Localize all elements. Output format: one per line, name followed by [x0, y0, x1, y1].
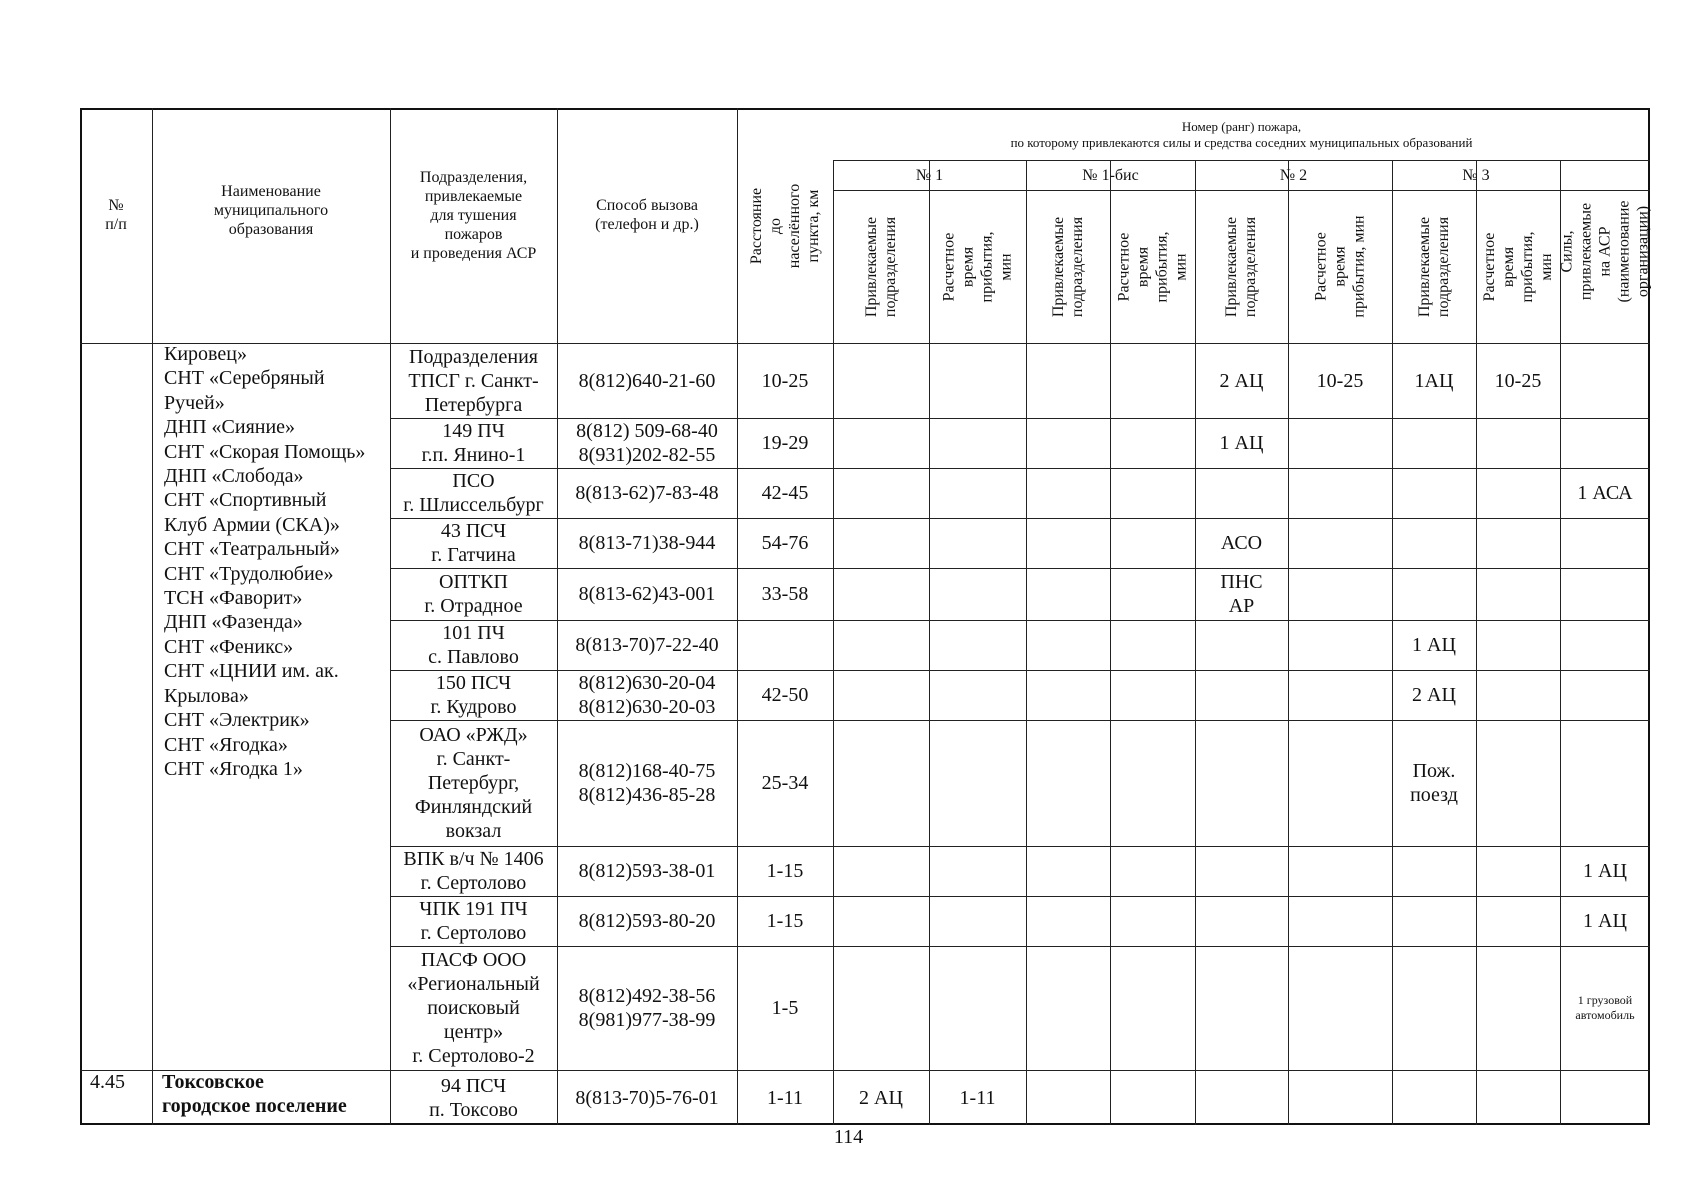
rank1-units-cell: 2 АЦ [859, 1086, 903, 1109]
rank1-time-cell [929, 418, 1026, 468]
header-sub-units-label: Привлекаемые подразделения [1416, 216, 1453, 317]
rank2-units-cell: ПНС АР [1220, 571, 1263, 617]
distance-cell [737, 620, 833, 670]
rank3-units-cell: 1АЦ [1414, 369, 1454, 392]
header-sub-units-label: Привлекаемые подразделения [1223, 216, 1260, 317]
distance-cell: 1-5 [771, 997, 799, 1019]
rank3-units-cell [1392, 418, 1476, 468]
rank2-units-cell [1195, 670, 1288, 720]
municipality-list-item: Ручей» [164, 391, 225, 414]
unit-cell: Подразделения ТПСГ г. Санкт- Петербурга [408, 345, 539, 416]
rank1bis-units-cell [1026, 846, 1110, 896]
rank1bis-units-cell [1026, 343, 1110, 418]
rank1-time-cell [929, 946, 1026, 1070]
rank3-units-cell: 1 АЦ [1412, 634, 1456, 656]
rank1bis-units-cell [1026, 418, 1110, 468]
rank1bis-units-cell [1026, 720, 1110, 846]
rank3-units-cell [1392, 568, 1476, 620]
rank2-time-cell [1288, 418, 1392, 468]
rank2-units-cell [1195, 896, 1288, 946]
municipality-list-item: СНТ «ЦНИИ им. ак. [164, 660, 339, 683]
rank1bis-time-cell [1110, 620, 1195, 670]
rank1bis-units-cell [1026, 896, 1110, 946]
rank3-units-cell: Пож. поезд [1410, 760, 1458, 806]
rank1bis-units-cell [1026, 670, 1110, 720]
header-sub-units-label: Привлекаемые подразделения [863, 216, 900, 317]
rank2-units-cell: 1 АЦ [1219, 432, 1264, 454]
rank1bis-units-cell [1026, 468, 1110, 518]
call-cell: 8(812) 509-68-40 8(931)202-82-55 [576, 420, 718, 466]
header-sub-arrival-time-label: Расчетное время прибытия, мин [1481, 231, 1555, 302]
municipality-list-item: ТСН «Фаворит» [164, 587, 303, 610]
rank3-time-cell: 10-25 [1494, 369, 1542, 392]
header-sub-units-label: Привлекаемые подразделения [1050, 216, 1087, 317]
rank1bis-units-cell [1026, 946, 1110, 1070]
unit-cell: 43 ПСЧ г. Гатчина [431, 520, 516, 566]
rank1bis-time-cell [1110, 568, 1195, 620]
rank1-units-cell [833, 946, 929, 1070]
header-sub-units [1392, 190, 1476, 343]
asr-cell: 1 грузовой автомобиль [1575, 993, 1635, 1022]
rank1bis-time-cell [1110, 518, 1195, 568]
call-cell: 8(812)593-38-01 [578, 860, 716, 882]
rank1-time-cell [929, 896, 1026, 946]
rank1-time-cell [929, 720, 1026, 846]
rank3-units-cell [1392, 518, 1476, 568]
rank2-time-cell [1288, 468, 1392, 518]
rank2-units-cell: АСО [1220, 532, 1263, 554]
unit-cell: 101 ПЧ с. Павлово [428, 622, 519, 668]
municipality-list-item: Крылова» [164, 684, 249, 707]
rank2-time-cell [1288, 896, 1392, 946]
call-cell: 8(813-62)43-001 [578, 583, 716, 605]
rank2-units-cell [1195, 1070, 1288, 1125]
asr-cell [1560, 1070, 1650, 1125]
unit-cell: ОПТКП г. Отрадное [424, 571, 523, 617]
rank1-units-cell [833, 670, 929, 720]
rank3-time-cell [1476, 1070, 1560, 1125]
rank3-time-cell [1476, 468, 1560, 518]
header-distance [737, 110, 833, 342]
rank2-time-cell [1288, 720, 1392, 846]
rank3-time-cell [1476, 720, 1560, 846]
header-sub-arrival-time-label: Расчетное время прибытия, мин [1312, 215, 1368, 318]
asr-cell: 1 АЦ [1583, 910, 1627, 932]
rank1-time-cell [929, 343, 1026, 418]
header-sub-arrival-time-label: Расчетное время прибытия, мин [1115, 231, 1190, 302]
rank2-units-cell: 2 АЦ [1219, 369, 1264, 392]
unit-cell: ПАСФ ООО «Региональный поисковый центр» г. Сертолово-2 [407, 949, 540, 1067]
rank1bis-time-cell [1110, 720, 1195, 846]
header-units: Подразделения, привлекаемые для тушения пожаров и проведения АСР [410, 168, 537, 262]
municipality-list-item: СНТ «Феникс» [164, 635, 294, 658]
rank1bis-time-cell [1110, 946, 1195, 1070]
header-sub-arrival-time [1110, 190, 1195, 343]
column-divider [152, 108, 153, 1125]
rank3-time-cell [1476, 568, 1560, 620]
unit-cell: 150 ПСЧ г. Кудрово [430, 672, 517, 718]
rank1bis-units-cell [1026, 518, 1110, 568]
header-rank-2: № 1-бис [1082, 166, 1139, 184]
rank3-time-cell [1476, 518, 1560, 568]
rank1bis-units-cell [1026, 620, 1110, 670]
rank3-time-cell [1476, 670, 1560, 720]
municipality-name: Токсовское городское поселение [162, 1071, 347, 1117]
municipality-list-item: СНТ «Театральный» [164, 538, 340, 561]
rank1-time-cell [929, 568, 1026, 620]
municipality-list-item: СНТ «Трудолюбие» [164, 562, 334, 585]
rank1-units-cell [833, 343, 929, 418]
unit-cell: ОАО «РЖД» г. Санкт- Петербург, Финляндский вокзал [414, 724, 533, 842]
header-asr-forces [1560, 160, 1650, 343]
municipality-list-item: Кировец» [164, 343, 247, 365]
call-cell: 8(813-70)5-76-01 [575, 1086, 719, 1109]
rank1-units-cell [833, 468, 929, 518]
rank1bis-time-cell [1110, 1070, 1195, 1125]
asr-cell [1560, 720, 1650, 846]
unit-cell: ВПК в/ч № 1406 г. Сертолово [403, 848, 544, 894]
header-asr-forces-label: Силы, привлекаемые на АСР (наименование организации) [1558, 200, 1652, 303]
rank2-time-cell: 10-25 [1316, 369, 1364, 392]
call-cell: 8(812)630-20-04 8(812)630-20-03 [578, 672, 716, 718]
distance-cell: 25-34 [761, 772, 809, 794]
municipality-list-item: ДНП «Фазенда» [164, 611, 303, 634]
rank1-units-cell [833, 846, 929, 896]
rank1-time-cell [929, 518, 1026, 568]
rank2-units-cell [1195, 720, 1288, 846]
asr-cell [1560, 518, 1650, 568]
header-sub-units [1026, 190, 1110, 343]
call-cell: 8(813-71)38-944 [578, 532, 716, 554]
row-number: 4.45 [90, 1071, 125, 1093]
call-cell: 8(813-70)7-22-40 [575, 634, 719, 656]
header-sub-arrival-time [1288, 190, 1392, 343]
distance-cell: 1-15 [766, 910, 804, 932]
municipality-list-item: СНТ «Ягодка 1» [164, 757, 303, 780]
rank2-units-cell [1195, 946, 1288, 1070]
distance-cell: 19-29 [761, 432, 809, 454]
rank3-units-cell [1392, 1070, 1476, 1125]
rank3-units-cell: 2 АЦ [1412, 684, 1456, 706]
page-number: 114 [833, 1126, 864, 1148]
municipality-list-item: СНТ «Серебряный [164, 367, 325, 390]
rank1bis-time-cell [1110, 846, 1195, 896]
header-call-method: Способ вызова (телефон и др.) [595, 197, 699, 233]
unit-cell: ПСО г. Шлиссельбург [403, 470, 544, 516]
call-cell: 8(812)593-80-20 [578, 910, 716, 932]
rank1bis-time-cell [1110, 670, 1195, 720]
unit-cell: 94 ПСЧ п. Токсово [429, 1074, 518, 1121]
distance-cell: 42-50 [761, 684, 809, 706]
rank2-units-cell [1195, 468, 1288, 518]
distance-cell: 10-25 [761, 369, 809, 392]
rank1bis-units-cell [1026, 568, 1110, 620]
municipality-list-item: СНТ «Скорая Помощь» [164, 440, 366, 463]
unit-cell: ЧПК 191 ПЧ г. Сертолово [419, 898, 528, 944]
call-cell: 8(812)492-38-56 8(981)977-38-99 [578, 985, 716, 1031]
header-sub-units [833, 190, 929, 343]
municipality-list-item: СНТ «Электрик» [164, 709, 310, 732]
header-row-number: № п/п [105, 197, 127, 233]
rank3-time-cell [1476, 896, 1560, 946]
rank1-time-cell: 1-11 [959, 1086, 996, 1109]
rank3-units-cell [1392, 846, 1476, 896]
municipality-list-item: ДНП «Сияние» [164, 416, 296, 439]
asr-cell [1560, 418, 1650, 468]
rank2-time-cell [1288, 946, 1392, 1070]
rank2-time-cell [1288, 846, 1392, 896]
header-sub-arrival-time [1476, 190, 1560, 343]
distance-cell: 1-11 [767, 1086, 803, 1109]
distance-cell: 54-76 [761, 532, 809, 554]
rank1bis-time-cell [1110, 896, 1195, 946]
asr-cell: 1 АСА [1577, 482, 1633, 504]
header-sub-units [1195, 190, 1288, 343]
rank2-units-cell [1195, 846, 1288, 896]
rank2-time-cell [1288, 518, 1392, 568]
municipality-list-item: ДНП «Слобода» [164, 465, 304, 488]
rank1-units-cell [833, 518, 929, 568]
municipality-list-item: СНТ «Ягодка» [164, 733, 288, 756]
rank1-time-cell [929, 620, 1026, 670]
header-sub-arrival-time [929, 190, 1026, 343]
rank2-time-cell [1288, 568, 1392, 620]
rank1-units-cell [833, 620, 929, 670]
rank1-units-cell [833, 896, 929, 946]
call-cell: 8(813-62)7-83-48 [575, 482, 719, 504]
rank1-units-cell [833, 418, 929, 468]
rank3-units-cell [1392, 946, 1476, 1070]
rank2-time-cell [1288, 670, 1392, 720]
asr-cell: 1 АЦ [1583, 860, 1627, 882]
rank3-time-cell [1476, 620, 1560, 670]
call-cell: 8(812)640-21-60 [578, 369, 716, 392]
rank2-units-cell [1195, 620, 1288, 670]
municipality-name-list [164, 342, 388, 781]
municipality-list-item: СНТ «Спортивный [164, 489, 327, 512]
rank1bis-units-cell [1026, 1070, 1110, 1125]
rank1bis-time-cell [1110, 418, 1195, 468]
asr-cell [1560, 670, 1650, 720]
rank1-time-cell [929, 468, 1026, 518]
header-rank-4: № 3 [1462, 166, 1490, 184]
rank2-time-cell [1288, 1070, 1392, 1125]
municipality-list-item: Клуб Армии (СКА)» [164, 513, 340, 536]
header-fire-rank-group: Номер (ранг) пожара, по которому привлекаются силы и средства соседних муниципальных образований [1010, 119, 1473, 150]
distance-cell: 42-45 [761, 482, 809, 504]
rank3-units-cell [1392, 468, 1476, 518]
unit-cell: 149 ПЧ г.п. Янино-1 [421, 420, 526, 466]
rank3-time-cell [1476, 946, 1560, 1070]
rank1-units-cell [833, 568, 929, 620]
asr-cell [1560, 343, 1650, 418]
rank2-time-cell [1288, 620, 1392, 670]
rank1bis-time-cell [1110, 343, 1195, 418]
asr-cell [1560, 620, 1650, 670]
rank3-units-cell [1392, 896, 1476, 946]
asr-cell [1560, 568, 1650, 620]
rank1-time-cell [929, 846, 1026, 896]
distance-cell: 33-58 [761, 583, 809, 605]
call-cell: 8(812)168-40-75 8(812)436-85-28 [578, 760, 716, 806]
rank1-units-cell [833, 720, 929, 846]
rank3-time-cell [1476, 846, 1560, 896]
rank3-time-cell [1476, 418, 1560, 468]
header-rank-3: № 2 [1279, 166, 1308, 184]
rank1bis-time-cell [1110, 468, 1195, 518]
header-municipality-name: Наименование муниципального образования [213, 182, 329, 238]
header-sub-arrival-time-label: Расчетное время прибытия, мин [940, 231, 1015, 302]
rank1-time-cell [929, 670, 1026, 720]
distance-cell: 1-15 [766, 860, 804, 882]
header-rank-1: № 1 [915, 166, 944, 184]
header-distance-label: Расстояние до населённого пункта, км [748, 183, 822, 269]
